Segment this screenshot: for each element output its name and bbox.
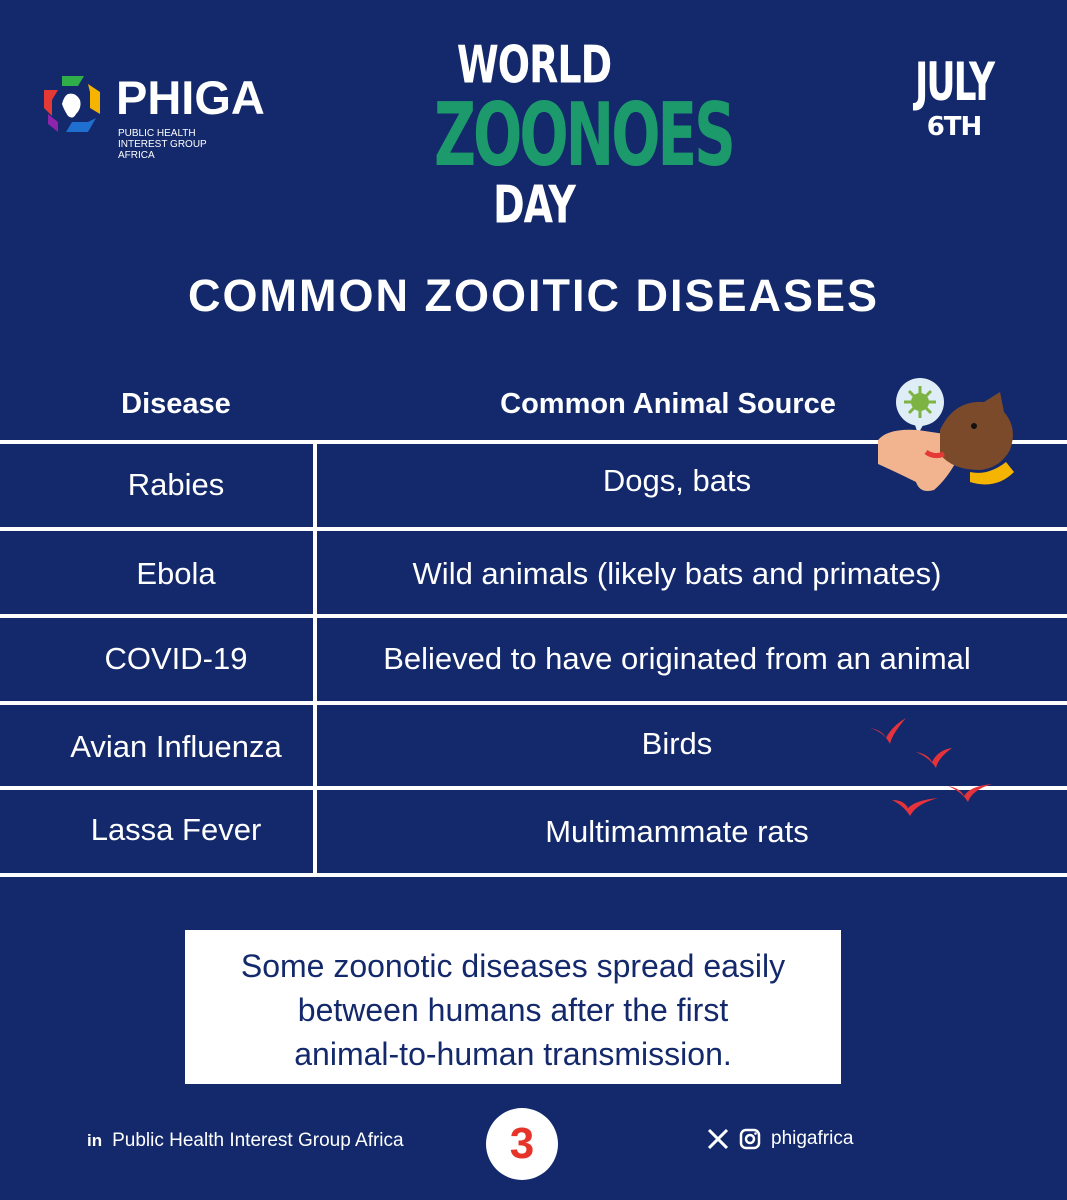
row-disease-ebola: Ebola <box>136 556 216 591</box>
column-header-disease: Disease <box>121 388 231 420</box>
footer-linkedin[interactable] <box>87 1130 404 1152</box>
footer-linkedin-name: Public Health Interest Group Africa <box>112 1130 404 1151</box>
row-disease-avian: Avian Influenza <box>70 729 282 764</box>
row-source-ebola: Wild animals (likely bats and primates) <box>412 556 942 591</box>
event-date-day: 6TH <box>926 112 982 142</box>
dog-biting-hand-icon <box>870 376 1030 508</box>
event-title-day: DAY <box>493 175 575 235</box>
row-disease-lassa: Lassa Fever <box>90 812 262 847</box>
event-date-month: JULY <box>914 53 994 113</box>
row-source-lassa: Multimammate rats <box>545 814 809 849</box>
birds-icon <box>868 716 1000 822</box>
logo-name: PHIGA <box>116 71 265 124</box>
note-box: Some zoonotic diseases spread easily between humans after the first animal-to-human transmission. <box>185 930 841 1084</box>
footer-social-handle: phigafrica <box>771 1128 854 1149</box>
table-divider <box>0 873 1067 877</box>
row-source-covid: Believed to have originated from an animal <box>383 641 971 676</box>
linkedin-icon: in <box>87 1131 103 1150</box>
event-title <box>434 35 733 235</box>
row-disease-covid: COVID-19 <box>104 641 248 676</box>
row-source-rabies: Dogs, bats <box>602 463 752 498</box>
column-header-source: Common Animal Source <box>500 388 836 420</box>
table-column-divider <box>313 440 317 876</box>
phiga-cross-logo-icon <box>38 70 108 140</box>
page-heading: COMMON ZOOITIC DISEASES <box>187 270 880 321</box>
footer-social[interactable] <box>707 1128 853 1150</box>
event-date <box>904 53 1004 142</box>
event-title-world: WORLD <box>456 35 612 95</box>
phiga-logo <box>38 68 298 168</box>
table-divider <box>0 614 1067 618</box>
event-title-zoonoes: ZOONOES <box>434 84 733 186</box>
instagram-icon <box>739 1128 761 1150</box>
row-source-avian: Birds <box>641 726 713 761</box>
table-divider <box>0 527 1067 531</box>
x-icon <box>707 1128 729 1150</box>
logo-subtitle: PUBLIC HEALTH INTEREST GROUP AFRICA <box>118 128 207 161</box>
page-number-badge: 3 <box>486 1108 558 1180</box>
row-disease-rabies: Rabies <box>127 467 225 502</box>
table-divider <box>0 701 1067 705</box>
